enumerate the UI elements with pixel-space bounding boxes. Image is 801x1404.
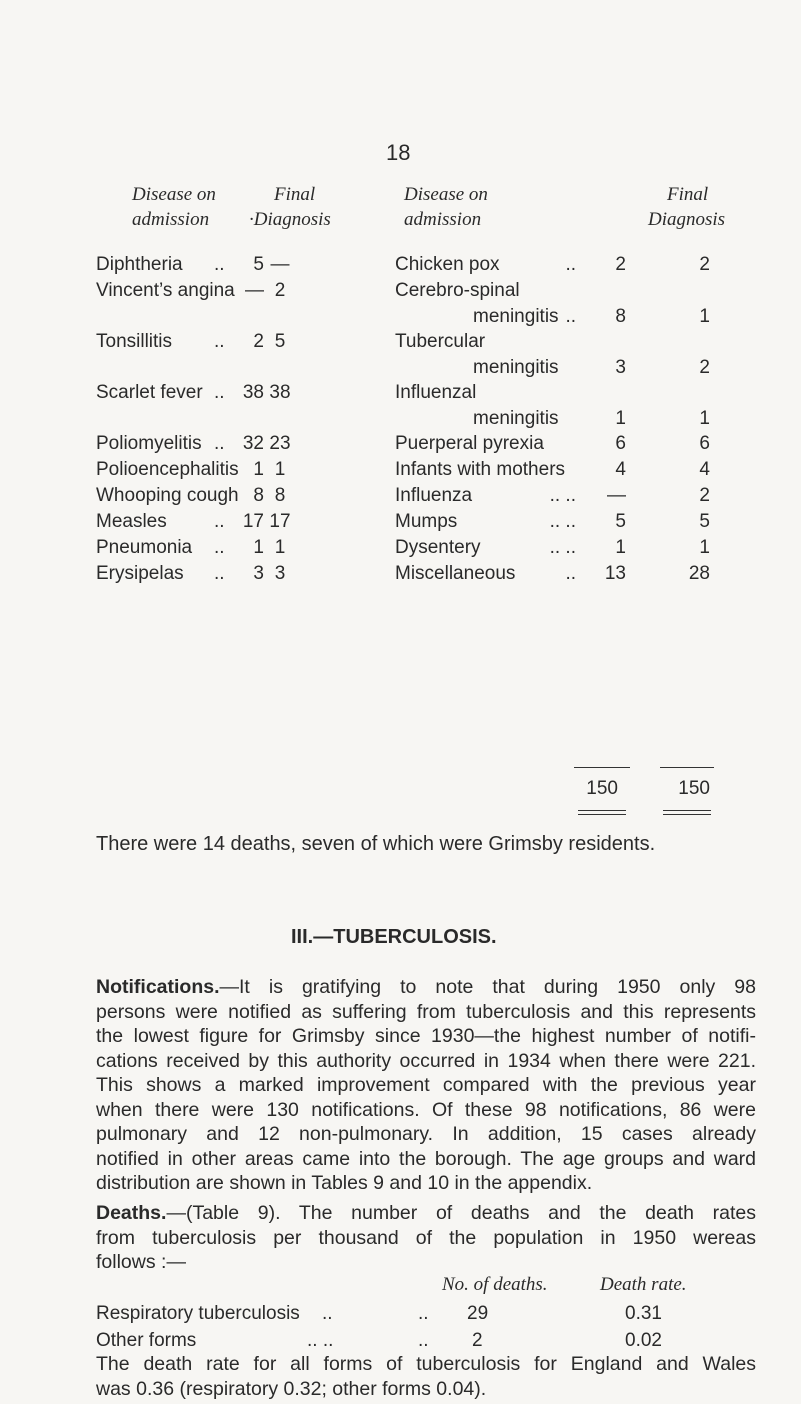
left-dots: .. <box>214 331 225 352</box>
right-final-count: 6 <box>699 433 710 454</box>
right-disease-cont: meningitis <box>473 306 559 327</box>
right-disease: Chicken pox <box>395 254 500 275</box>
right-admission-count: 6 <box>615 433 626 454</box>
notifications-line: This shows a marked improvement compared with the previous year <box>96 1074 756 1096</box>
left-disease: Measles <box>96 511 167 532</box>
final-total-rule-bottom-2 <box>663 814 711 815</box>
tb-row-dots: .. <box>418 1303 429 1324</box>
right-disease: Dysentery <box>395 537 481 558</box>
left-final-count: 3 <box>274 563 286 584</box>
notifications-line: when there were 130 notifications. Of these 98 notifications, 86 were <box>96 1098 756 1121</box>
right-dots: .. .. <box>549 485 576 506</box>
left-disease: Vincent’s angina <box>96 280 235 301</box>
right-final-count: 1 <box>699 408 710 429</box>
right-final-count: 2 <box>699 357 710 378</box>
final-total-rule-top <box>660 767 714 768</box>
left-admission-count: 1 <box>253 459 264 480</box>
header-right-final-1: Final <box>667 184 709 205</box>
right-final-count: 28 <box>688 563 710 584</box>
left-dots: .. <box>214 511 225 532</box>
header-right-disease-1: Disease on <box>404 184 488 205</box>
tb-row-label: Respiratory tuberculosis <box>96 1303 300 1324</box>
closing-line: The death rate for all forms of tuberculosis for England and Wales <box>96 1353 756 1375</box>
left-disease: Tonsillitis <box>96 331 173 352</box>
admission-total-rule-bottom-2 <box>578 814 626 815</box>
left-dots: .. <box>214 382 225 403</box>
deaths-paragraph <box>96 1201 756 1275</box>
right-dots: .. <box>565 563 576 584</box>
left-final-count: 23 <box>269 433 291 454</box>
admission-total: 150 <box>586 778 618 799</box>
left-final-count: 38 <box>269 382 291 403</box>
left-disease: Diphtheria <box>96 254 183 275</box>
right-admission-count: 2 <box>615 254 626 275</box>
left-final-count: 8 <box>274 485 286 506</box>
admission-total-rule-top <box>574 767 630 768</box>
left-admission-count: 8 <box>253 485 264 506</box>
left-admission-count: 2 <box>253 331 264 352</box>
left-disease: Poliomyelitis <box>96 433 202 454</box>
tb-row-label: Other forms <box>96 1330 197 1351</box>
right-admission-count: — <box>607 485 626 506</box>
right-admission-count: 1 <box>615 537 626 558</box>
deaths-sentence: There were 14 deaths, seven of which were Grimsby residents. <box>96 833 656 855</box>
notifications-line: cations received by this authority occurred in 1934 when there were 221. <box>96 1049 756 1072</box>
right-dots: .. <box>565 306 576 327</box>
final-total: 150 <box>678 778 710 799</box>
notifications-label: Notifications. <box>96 976 220 998</box>
tb-header-rate: Death rate. <box>600 1274 687 1295</box>
left-admission-count: 32 <box>242 433 264 454</box>
left-final-count: 1 <box>274 537 286 558</box>
closing-line: was 0.36 (respiratory 0.32; other forms 0.04). <box>96 1377 487 1400</box>
closing-paragraph <box>96 1352 756 1401</box>
right-disease: Tubercular <box>395 331 486 352</box>
notifications-line: notified in other areas came into the borough. The age groups and ward <box>96 1147 756 1170</box>
right-admission-count: 13 <box>604 563 626 584</box>
left-admission-count: 5 <box>253 254 264 275</box>
left-dots: .. <box>214 254 225 275</box>
left-disease: Whooping cough <box>96 485 239 506</box>
right-disease-cont: meningitis <box>473 408 559 429</box>
left-disease: Pneumonia <box>96 537 193 558</box>
header-right-disease-2: admission <box>404 209 482 230</box>
left-final-count: 1 <box>274 459 286 480</box>
notifications-line-0: Notifications.—It is gratifying to note that during 1950 only 98 <box>96 976 756 998</box>
right-admission-count: 5 <box>615 511 626 532</box>
left-final-count: — <box>270 254 290 275</box>
left-final-count: 5 <box>274 331 286 352</box>
tb-row-deaths: 2 <box>472 1330 483 1351</box>
left-admission-count: — <box>245 280 264 301</box>
left-admission-count: 3 <box>253 563 264 584</box>
tb-row-deaths: 29 <box>467 1303 489 1324</box>
header-left-final-2: ·Diagnosis <box>249 209 331 230</box>
right-admission-count: 1 <box>615 408 626 429</box>
header-left-final-1: Final <box>274 184 316 205</box>
right-final-count: 2 <box>699 254 710 275</box>
right-final-count: 4 <box>699 459 710 480</box>
tb-row-rate: 0.31 <box>625 1303 662 1324</box>
right-final-count: 1 <box>699 537 710 558</box>
admission-total-rule-bottom-1 <box>578 810 626 811</box>
right-disease: Mumps <box>395 511 458 532</box>
tb-row-dots: .. <box>418 1330 429 1351</box>
tb-header-deaths: No. of deaths. <box>442 1274 548 1295</box>
tb-row-dots: .. .. <box>307 1330 334 1351</box>
right-dots: .. .. <box>549 511 576 532</box>
right-dots: .. .. <box>549 537 576 558</box>
notifications-line: distribution are shown in Tables 9 and 10 in the appendix. <box>96 1172 593 1194</box>
right-dots: .. <box>565 254 576 275</box>
left-final-count: 17 <box>269 511 291 532</box>
right-disease: Infants with mothers <box>395 459 566 480</box>
right-disease: Influenza <box>395 485 473 506</box>
left-disease: Scarlet fever <box>96 382 203 403</box>
left-admission-count: 1 <box>253 537 264 558</box>
notifications-paragraph <box>96 975 756 1196</box>
tb-row-rate: 0.02 <box>625 1330 662 1351</box>
left-dots: .. <box>214 433 225 454</box>
notifications-line: the lowest figure for Grimsby since 1930—the highest number of notifi- <box>96 1025 756 1047</box>
right-admission-count: 3 <box>615 357 626 378</box>
left-admission-count: 38 <box>242 382 264 403</box>
right-disease: Cerebro-spinal <box>395 280 520 301</box>
left-disease: Polioencephalitis <box>96 459 239 480</box>
deaths-line-0: Deaths.—(Table 9). The number of deaths and the death rates <box>96 1202 756 1224</box>
right-disease: Puerperal pyrexia <box>395 433 544 454</box>
deaths-line: from tuberculosis per thousand of the population in 1950 wereas <box>96 1226 756 1249</box>
header-left-disease-1: Disease on <box>132 184 216 205</box>
notifications-line: persons were notified as suffering from tuberculosis and this represents <box>96 1000 756 1023</box>
right-final-count: 2 <box>699 485 710 506</box>
notifications-line: pulmonary and 12 non-pulmonary. In addition, 15 cases already <box>96 1123 756 1145</box>
left-dots: .. <box>214 537 225 558</box>
left-disease: Erysipelas <box>96 563 184 584</box>
right-disease: Influenzal <box>395 382 477 403</box>
left-final-count: 2 <box>274 280 286 301</box>
right-final-count: 5 <box>699 511 710 532</box>
deaths-line: follows :— <box>96 1251 186 1273</box>
right-disease: Miscellaneous <box>395 563 516 584</box>
header-left-disease-2: admission <box>132 209 210 230</box>
right-final-count: 1 <box>699 306 710 327</box>
header-right-final-2: Diagnosis <box>648 209 726 230</box>
right-admission-count: 8 <box>615 306 626 327</box>
right-admission-count: 4 <box>615 459 626 480</box>
left-dots: .. <box>214 563 225 584</box>
right-disease-cont: meningitis <box>473 357 559 378</box>
left-admission-count: 17 <box>242 511 264 532</box>
deaths-label: Deaths. <box>96 1202 167 1224</box>
page-number: 18 <box>386 140 411 165</box>
final-total-rule-bottom-1 <box>663 810 711 811</box>
section-heading: III.—TUBERCULOSIS. <box>291 926 497 948</box>
tb-row-dots: .. <box>322 1303 333 1324</box>
